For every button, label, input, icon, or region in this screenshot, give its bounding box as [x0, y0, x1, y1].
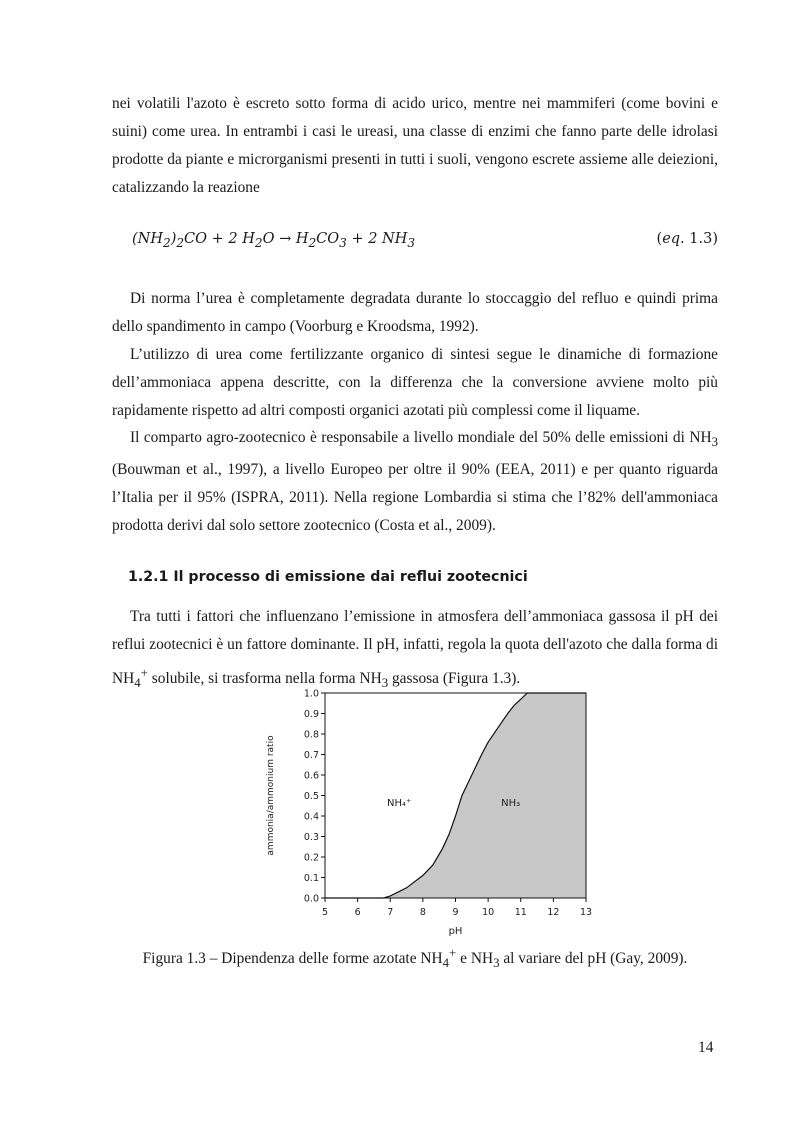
x-tick-label: 8 [419, 907, 426, 918]
y-tick-label: 1.0 [303, 688, 319, 700]
paragraph-2: Di norma l’urea è completamente degradata durante lo stoccaggio del refluo e quindi prima dello spandimento in campo (Voorburg e Kroodsma, 1992). [112, 290, 718, 335]
y-tick-label: 0.3 [303, 832, 319, 843]
paragraph-5: Tra tutti i fattori che influenzano l’emissione in atmosfera dell’ammoniaca gassosa il pH dei reflui zootecnici è un fattore dominante. Il pH, infatti, regola la quota dell'azoto che dalla forma di $NH_4^+$ solubile, si trasforma nella forma $NH_3$ gassosa (Figura 1.3). [112, 608, 718, 691]
x-tick-label: 5 [321, 907, 329, 918]
x-tick-label: 9 [452, 907, 459, 918]
paragraph-4: Il comparto agro-zootecnico è responsabile a livello mondiale del 50% delle emissioni di $NH_3$ (Bouwman et al., 1997), a livello Europeo per oltre il 90% (EEA, 2011) e per quanto riguarda l’Italia per il 95% (ISPRA, 2011). Nella regione Lombardia si stima che l’82% dell'ammoniaca prodotta derivi dal solo settore zootecnico (Costa et al., 2009). [112, 429, 718, 535]
y-tick-label: 0.7 [303, 750, 319, 761]
x-tick-label: 12 [547, 907, 560, 918]
x-tick-label: 6 [354, 907, 361, 918]
y-tick-label: 0.4 [303, 811, 319, 823]
paragraph-1: nei volatili l'azoto è escreto sotto forma di acido urico, mentre nei mammiferi (come bovini e suini) come urea. In entrambi i casi le ureasi, una classe di enzimi che fanno parte delle idrolasi prodotte da piante e microrganismi presenti in tutti i suoli, vengono escrete assieme alle deiezioni, catalizzando la reazione [112, 95, 718, 196]
y-axis-label: ammonia/ammonium ratio [266, 735, 276, 856]
ph-ammonia-chart [255, 682, 605, 940]
paragraph-3: L’utilizzo di urea come fertilizzante organico di sintesi segue le dinamiche di formazione dell’ammoniaca appena descritte, con la differenza che la conversione avviene molto più rapidamente rispetto ad altri composti organici azotati più complessi come il liquame. [112, 346, 718, 419]
x-tick-label: 11 [514, 907, 527, 918]
x-axis-ticks [322, 898, 592, 918]
nh3-region-label: NH₃ [501, 797, 521, 809]
nh4-region-label: NH₄⁺ [386, 797, 412, 809]
figure-caption: Figura 1.3 – Dipendenza delle forme azotate $NH_4^+$ e $NH_3$ al variare del pH (Gay, 2009). [142, 946, 688, 971]
y-tick-label: 0.0 [303, 893, 319, 905]
x-tick-label: 10 [482, 907, 495, 918]
y-tick-label: 0.8 [303, 729, 319, 741]
y-tick-label: 0.1 [303, 873, 319, 884]
equation-number: (eq. 1.3) [656, 231, 718, 247]
nh3-area [325, 693, 586, 898]
x-axis-label: pH [448, 926, 463, 937]
x-tick-label: 13 [579, 907, 593, 918]
page-number: 14 [698, 1039, 714, 1056]
y-axis-ticks [304, 689, 325, 905]
equation-urea-hydrolysis [132, 231, 718, 257]
x-tick-label: 7 [387, 907, 394, 918]
equation-body: $(NH_2)_2CO + 2$ $H_2O \to H_2CO_3 + 2$ $NH_3$ [132, 231, 416, 250]
section-heading: 1.2.1 Il processo di emissione dai reflui zootecnici [128, 569, 528, 585]
y-tick-label: 0.9 [303, 709, 319, 720]
y-tick-label: 0.6 [303, 770, 319, 782]
y-tick-label: 0.5 [303, 791, 319, 802]
y-tick-label: 0.2 [303, 852, 319, 864]
